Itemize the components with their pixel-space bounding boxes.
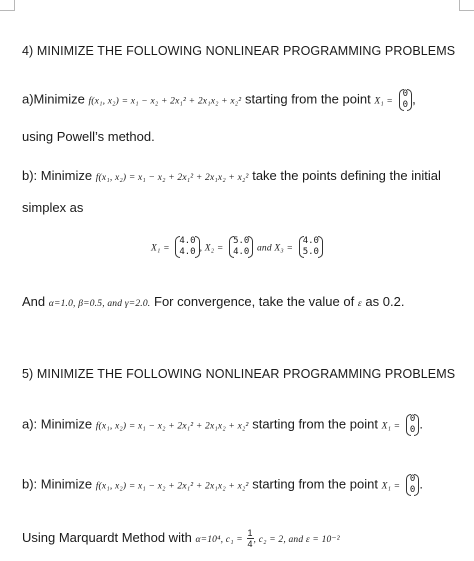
vector-entry: 5.0 (302, 247, 319, 257)
problem-4a-method: using Powell’s method. (22, 129, 155, 144)
problem-5-method-line (22, 528, 340, 549)
problem-5a-point-label: X₁ = (381, 421, 401, 432)
x1-vector (175, 236, 199, 258)
problem-4a-mid: starting from the point (244, 91, 371, 107)
x3-label: and X₃ = (256, 243, 294, 254)
problem-4b-function: f(x₁, x₂) = x₁ − x₂ + 2x₁² + 2x₁x₂ + x₂² (95, 173, 249, 183)
problem-5b-point-label: X₁ = (381, 481, 401, 492)
fraction-numerator: 1 (247, 528, 253, 538)
x2-vector (229, 236, 253, 258)
vector-entry: 5.0 (233, 236, 250, 246)
problem-4a-function: f(x₁, x₂) = x₁ − x₂ + 2x₁² + 2x₁x₂ + x₂² (88, 96, 242, 107)
problem-5b-function: f(x₁, x₂) = x₁ − x₂ + 2x₁² + 2x₁x₂ + x₂² (95, 481, 249, 492)
problem-4a-line: a)Minimize f(x₁, x₂) = x₁ − x₂ + 2x₁² + 2x₁x₂ + x₂² starting from the point X₁ = 0 0 , (22, 89, 416, 110)
problem-5b-line: b): Minimize f(x₁, x₂) = x₁ − x₂ + 2x₁² + 2x₁x₂ + x₂² starting from the point X₁ = 0 0 . (22, 474, 423, 495)
params-suffix: For convergence, take the value of (154, 294, 355, 309)
problem-5a-vector (406, 414, 419, 436)
vector-entry: 0 (402, 89, 409, 99)
problem-4b-mid: take the points defining the initial (252, 168, 441, 183)
problem-5a-prefix: a): Minimize (22, 416, 93, 432)
problem-4a-vector (399, 89, 412, 111)
x2-label: , X₂ = (199, 243, 224, 254)
x1-label: X₁ = (151, 243, 170, 254)
method-prefix: Using Marquardt Method with (22, 529, 192, 545)
problem-4b-line (22, 168, 441, 183)
page-corner-right (459, 0, 474, 11)
fraction-denominator: 4 (247, 539, 253, 549)
epsilon-value: as 0.2. (365, 294, 405, 309)
vector-entry: 4.0 (179, 247, 196, 257)
problem-4-params (22, 294, 404, 309)
problem-4b-cont: simplex as (22, 200, 84, 215)
vector-entry: 4.0 (179, 236, 196, 246)
problem-4a-prefix: a)Minimize (22, 91, 85, 107)
c2-epsilon-values: , c₂ = 2, and ε = 10⁻² (253, 534, 340, 545)
simplex-points (0, 236, 474, 258)
vector-entry: 0 (409, 425, 416, 435)
problem-5-heading: 5) MINIMIZE THE FOLLOWING NONLINEAR PROGRAMMING PROBLEMS (22, 367, 456, 381)
problem-5a-line: a): Minimize f(x₁, x₂) = x₁ − x₂ + 2x₁² + 2x₁x₂ + x₂² starting from the point X₁ = 0 0 . (22, 414, 423, 435)
vector-entry: 4.0 (302, 236, 319, 246)
vector-entry: 0 (409, 474, 416, 484)
vector-entry: 4.0 (233, 247, 250, 257)
problem-4b-prefix: b): Minimize (22, 168, 93, 183)
params-prefix: And (22, 294, 46, 309)
problem-5a-function: f(x₁, x₂) = x₁ − x₂ + 2x₁² + 2x₁x₂ + x₂² (95, 421, 249, 432)
problem-5b-prefix: b): Minimize (22, 476, 93, 492)
vector-entry: 0 (409, 485, 416, 495)
vector-entry: 0 (409, 414, 416, 424)
problem-5a-mid: starting from the point (252, 416, 378, 432)
problem-5b-mid: starting from the point (252, 476, 378, 492)
problem-4-heading: 4) MINIMIZE THE FOLLOWING NONLINEAR PROGRAMMING PROBLEMS (22, 44, 456, 58)
epsilon-symbol: ε (357, 299, 362, 309)
alpha-value: α=10⁴, c₁ = (195, 534, 243, 545)
x3-vector (299, 236, 323, 258)
problem-4a-point-label: X₁ = (374, 96, 394, 107)
params-values: α=1.0, β=0.5, and γ=2.0. (48, 299, 151, 309)
page-corner-left (0, 0, 15, 11)
problem-5b-vector (406, 474, 419, 496)
vector-entry: 0 (402, 100, 409, 110)
c1-fraction (247, 528, 254, 549)
